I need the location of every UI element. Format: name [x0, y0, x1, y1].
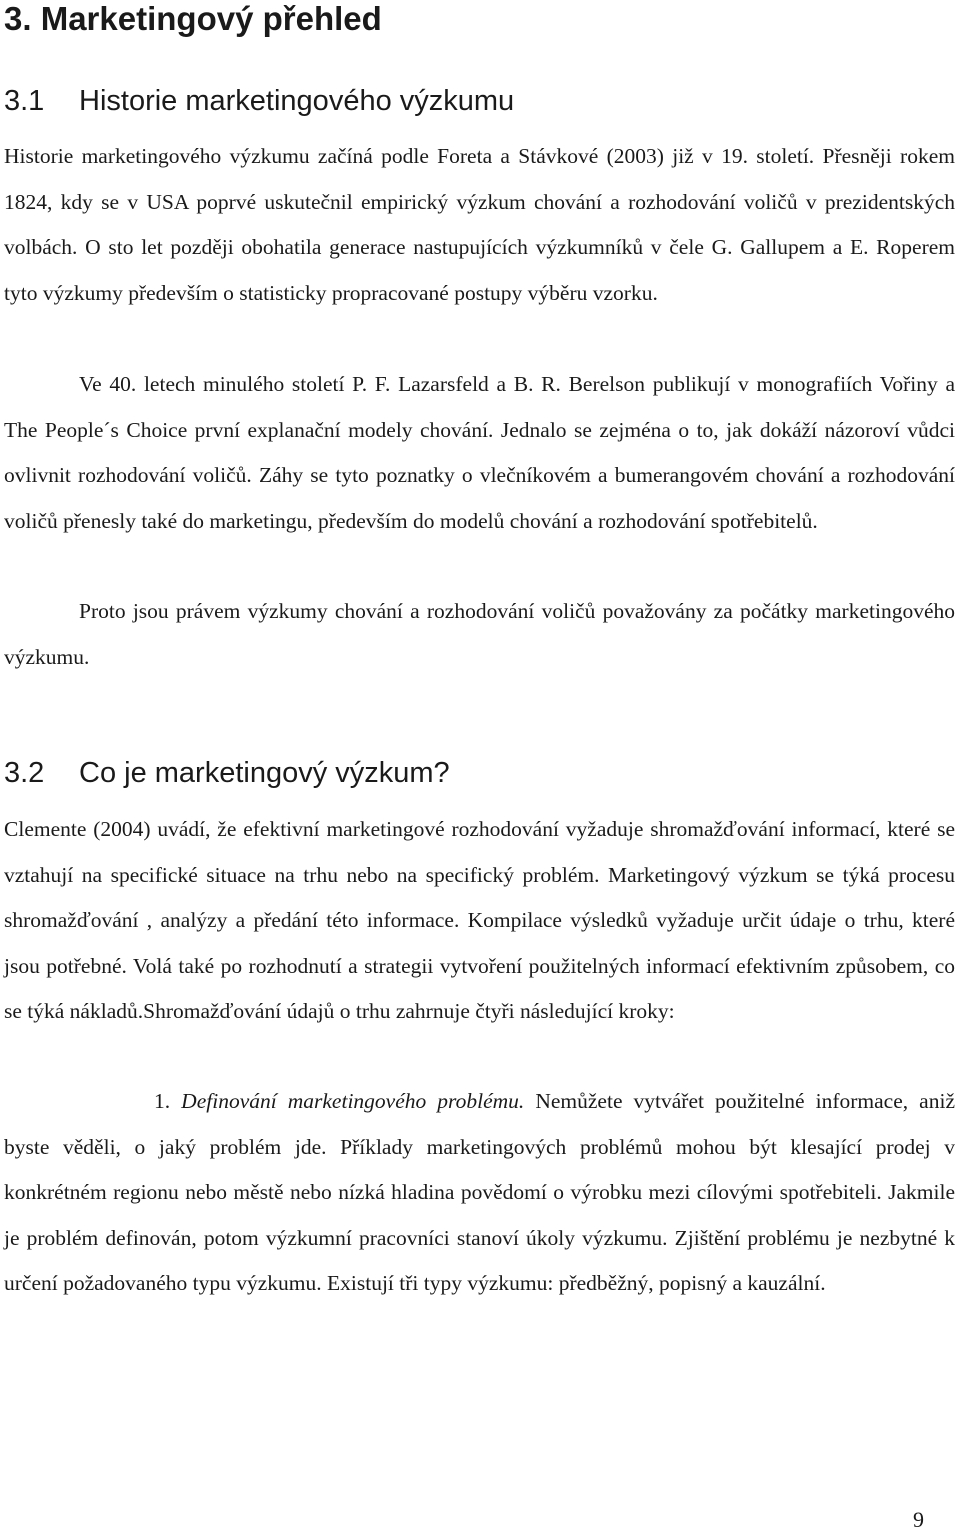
list-item-number: 1. [154, 1089, 171, 1113]
list-item [4, 1079, 955, 1307]
section-title: Historie marketingového výzkumu [79, 85, 515, 117]
section-title: Co je marketingový výzkum? [79, 757, 450, 789]
paragraph: Proto jsou právem výzkumy chování a rozhodování voličů považovány za počátky marketingového výzkumu. [4, 599, 955, 669]
section-heading-3-2 [4, 755, 450, 791]
section-heading-3-1 [4, 83, 514, 119]
chapter-heading [4, 0, 382, 38]
chapter-title: Marketingový přehled [40, 0, 382, 37]
list-item-title: Definování marketingového problému. [181, 1089, 525, 1113]
paragraph: Ve 40. letech minulého století P. F. Lazarsfeld a B. R. Berelson publikují v monografiích Vořiny a The People´s Choice první explanační modely chování. Jednalo se zejména o to, jak dokáží názoroví vůdci ovlivnit rozhodování voličů. Záhy se tyto poznatky o vlečníkovém a bumerangovém chování a rozhodování voličů přenesly také do marketingu, především do modelů chování a rozhodování spotřebitelů. [4, 372, 955, 533]
chapter-number: 3. [4, 0, 32, 37]
list-item-text: Nemůžete vytvářet použitelné informace, aniž byste věděli, o jaký problém jde. Příklady marketingových problémů mohou být klesající prodej v konkrétném regionu nebo městě nebo nízká hladina povědomí o výrobku mezi cílovými spotřebiteli. Jakmile je problém definován, potom výzkumní pracovníci stanoví úkoly výzkumu. Zjištění problému je nezbytné k určení požadovaného typu výzkumu. Existují tři typy výzkumu: předběžný, popisný a kauzální. [4, 1089, 955, 1295]
section-number: 3.2 [4, 757, 45, 789]
paragraph: Clemente (2004) uvádí, že efektivní marketingové rozhodování vyžaduje shromažďování informací, které se vztahují na specifické situace na trhu nebo na specifický problém. Marketingový výzkum se týká procesu shromažďování , analýzy a předání této informace. Kompilace výsledků vyžaduje určit údaje o trhu, které jsou potřebné. Volá také po rozhodnutí a strategii vytvoření použitelných informací efektivním způsobem, co se týká nákladů.Shromažďování údajů o trhu zahrnuje čtyři následující kroky: [4, 817, 955, 1023]
paragraph: Historie marketingového výzkumu začíná podle Foreta a Stávkové (2003) již v 19. století. Přesněji rokem 1824, kdy se v USA poprvé uskutečnil empirický výzkum chování a rozhodování voličů v prezidentských volbách. O sto let později obohatila generace nastupujících výzkumníků v čele G. Gallupem a E. Roperem tyto výzkumy především o statisticky propracované postupy výběru vzorku. [4, 144, 955, 305]
page-number: 9 [913, 1507, 924, 1532]
section-number: 3.1 [4, 85, 45, 117]
